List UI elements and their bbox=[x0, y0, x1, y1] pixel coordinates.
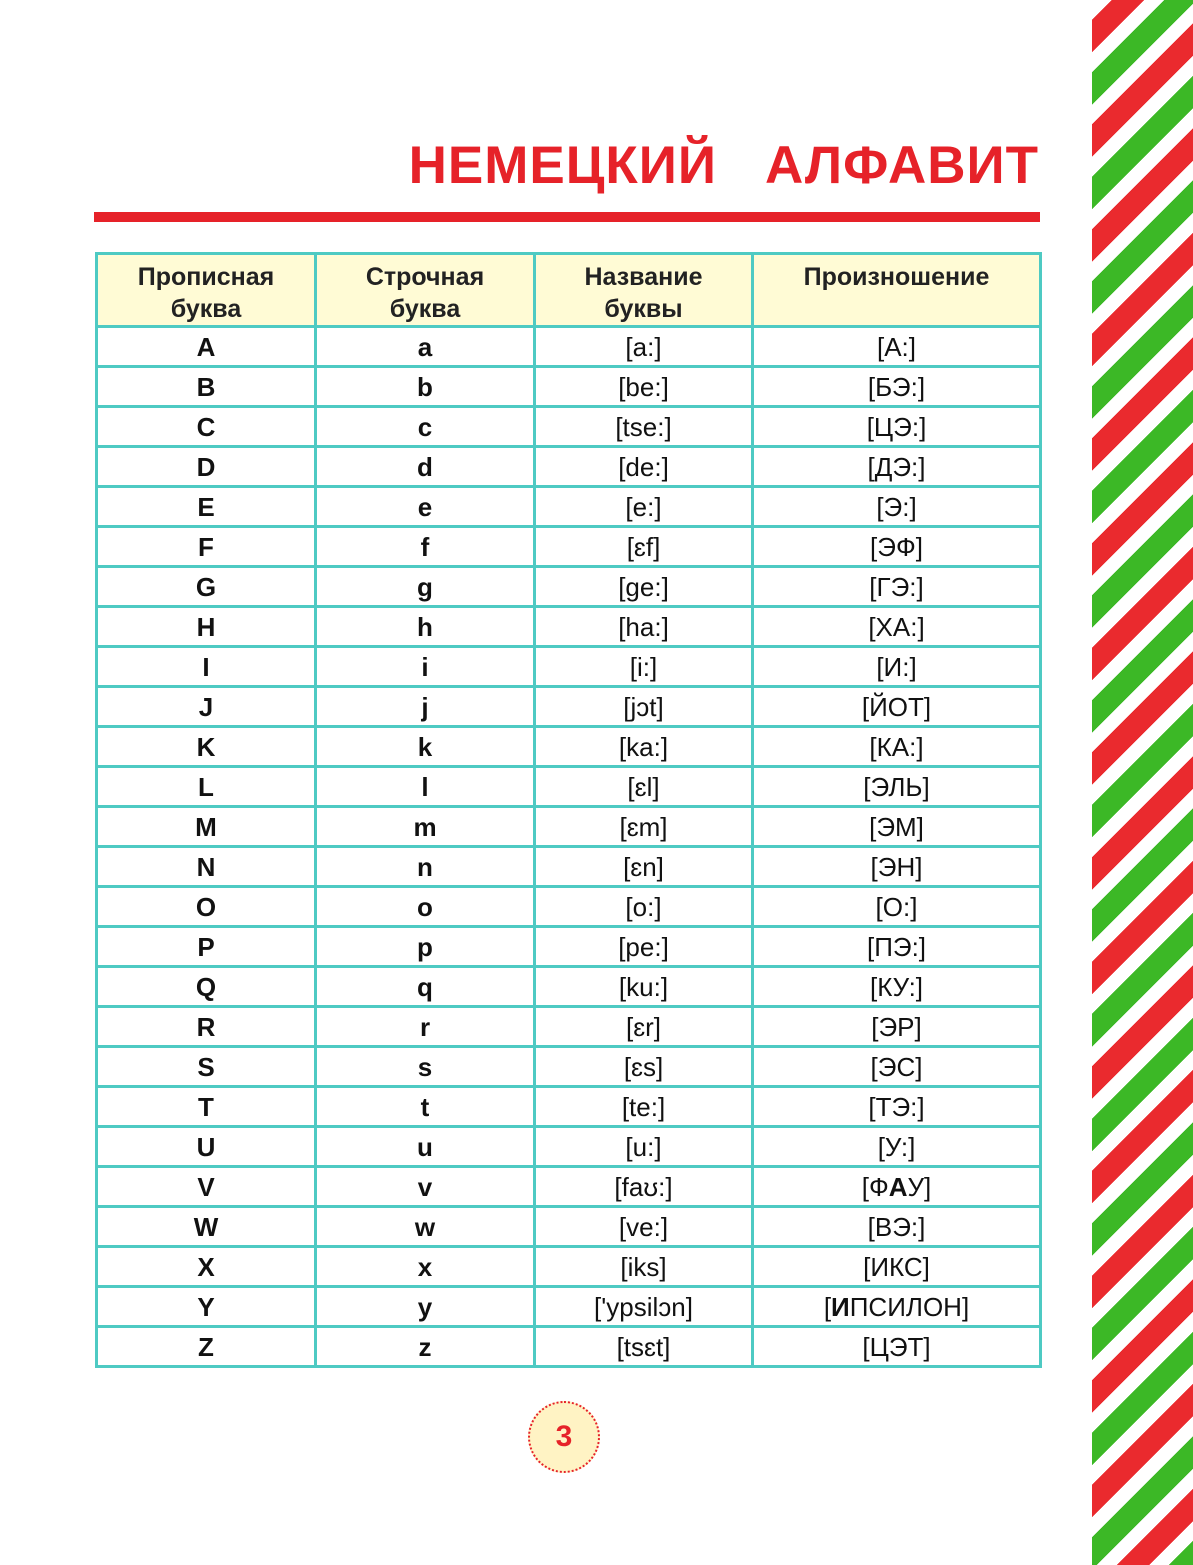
lowercase-letter: q bbox=[316, 967, 535, 1007]
lowercase-letter: u bbox=[316, 1127, 535, 1167]
uppercase-letter: D bbox=[97, 447, 316, 487]
uppercase-letter: L bbox=[97, 767, 316, 807]
letter-name: [ɛr] bbox=[535, 1007, 753, 1047]
uppercase-letter: N bbox=[97, 847, 316, 887]
letter-name: [pe:] bbox=[535, 927, 753, 967]
table-row bbox=[97, 1247, 1041, 1287]
table-row bbox=[97, 807, 1041, 847]
pronunciation bbox=[753, 1287, 1041, 1327]
uppercase-letter: M bbox=[97, 807, 316, 847]
lowercase-letter: c bbox=[316, 407, 535, 447]
pronunciation: [ПЭ:] bbox=[753, 927, 1041, 967]
table-row bbox=[97, 1327, 1041, 1367]
table-row bbox=[97, 727, 1041, 767]
letter-name: [ve:] bbox=[535, 1207, 753, 1247]
lowercase-letter: h bbox=[316, 607, 535, 647]
uppercase-letter: E bbox=[97, 487, 316, 527]
lowercase-letter: s bbox=[316, 1047, 535, 1087]
table-row bbox=[97, 527, 1041, 567]
letter-name: [iks] bbox=[535, 1247, 753, 1287]
lowercase-letter: n bbox=[316, 847, 535, 887]
pronunciation: [ХА:] bbox=[753, 607, 1041, 647]
table-row bbox=[97, 927, 1041, 967]
lowercase-letter: y bbox=[316, 1287, 535, 1327]
pronunciation: [ЦЭ:] bbox=[753, 407, 1041, 447]
pronunciation-part: ПСИЛОН] bbox=[849, 1291, 970, 1322]
lowercase-letter: i bbox=[316, 647, 535, 687]
pronunciation: [О:] bbox=[753, 887, 1041, 927]
lowercase-letter: o bbox=[316, 887, 535, 927]
title-underline bbox=[94, 212, 1040, 222]
table-row bbox=[97, 1287, 1041, 1327]
lowercase-letter: f bbox=[316, 527, 535, 567]
pronunciation-part: У] bbox=[907, 1171, 932, 1202]
table-row bbox=[97, 327, 1041, 367]
letter-name: [ge:] bbox=[535, 567, 753, 607]
pronunciation: [ТЭ:] bbox=[753, 1087, 1041, 1127]
pronunciation: [А:] bbox=[753, 327, 1041, 367]
letter-name: [be:] bbox=[535, 367, 753, 407]
uppercase-letter: Z bbox=[97, 1327, 316, 1367]
pronunciation: [ЭС] bbox=[753, 1047, 1041, 1087]
lowercase-letter: x bbox=[316, 1247, 535, 1287]
pronunciation: [ЭМ] bbox=[753, 807, 1041, 847]
uppercase-letter: T bbox=[97, 1087, 316, 1127]
uppercase-letter: Q bbox=[97, 967, 316, 1007]
uppercase-letter: R bbox=[97, 1007, 316, 1047]
pronunciation: [ЭН] bbox=[753, 847, 1041, 887]
uppercase-letter: A bbox=[97, 327, 316, 367]
table-row bbox=[97, 767, 1041, 807]
uppercase-letter: H bbox=[97, 607, 316, 647]
table-row bbox=[97, 687, 1041, 727]
page-number: 3 bbox=[555, 1420, 573, 1453]
pronunciation: [КА:] bbox=[753, 727, 1041, 767]
letter-name: [ɛm] bbox=[535, 807, 753, 847]
letter-name: [a:] bbox=[535, 327, 753, 367]
header-uppercase: Прописная буква bbox=[97, 254, 316, 327]
letter-name: [i:] bbox=[535, 647, 753, 687]
page-number-badge bbox=[528, 1401, 600, 1473]
uppercase-letter: I bbox=[97, 647, 316, 687]
table-row bbox=[97, 1207, 1041, 1247]
table-row bbox=[97, 1167, 1041, 1207]
letter-name: [ha:] bbox=[535, 607, 753, 647]
pronunciation: [ЭР] bbox=[753, 1007, 1041, 1047]
letter-name: [ɛn] bbox=[535, 847, 753, 887]
uppercase-letter: Y bbox=[97, 1287, 316, 1327]
lowercase-letter: m bbox=[316, 807, 535, 847]
lowercase-letter: e bbox=[316, 487, 535, 527]
letter-name: [tsɛt] bbox=[535, 1327, 753, 1367]
pronunciation-part: [ bbox=[823, 1291, 832, 1322]
table-row bbox=[97, 1087, 1041, 1127]
pronunciation: [ДЭ:] bbox=[753, 447, 1041, 487]
pronunciation: [У:] bbox=[753, 1127, 1041, 1167]
alphabet-table bbox=[95, 252, 1042, 1368]
table-row bbox=[97, 487, 1041, 527]
table-header-row bbox=[97, 254, 1041, 327]
letter-name: [jɔt] bbox=[535, 687, 753, 727]
pronunciation: [КУ:] bbox=[753, 967, 1041, 1007]
letter-name: [e:] bbox=[535, 487, 753, 527]
uppercase-letter: P bbox=[97, 927, 316, 967]
lowercase-letter: d bbox=[316, 447, 535, 487]
uppercase-letter: G bbox=[97, 567, 316, 607]
letter-name: [te:] bbox=[535, 1087, 753, 1127]
lowercase-letter: r bbox=[316, 1007, 535, 1047]
table-row bbox=[97, 887, 1041, 927]
letter-name: [ɛf] bbox=[535, 527, 753, 567]
pronunciation: [ЙОТ] bbox=[753, 687, 1041, 727]
uppercase-letter: K bbox=[97, 727, 316, 767]
pronunciation: [И:] bbox=[753, 647, 1041, 687]
table-row bbox=[97, 1007, 1041, 1047]
pronunciation: [ГЭ:] bbox=[753, 567, 1041, 607]
lowercase-letter: t bbox=[316, 1087, 535, 1127]
lowercase-letter: l bbox=[316, 767, 535, 807]
table-row bbox=[97, 447, 1041, 487]
title-word-1: НЕМЕЦКИЙ bbox=[408, 136, 717, 195]
uppercase-letter: B bbox=[97, 367, 316, 407]
letter-name: [ɛl] bbox=[535, 767, 753, 807]
lowercase-letter: v bbox=[316, 1167, 535, 1207]
lowercase-letter: j bbox=[316, 687, 535, 727]
uppercase-letter: J bbox=[97, 687, 316, 727]
table-row bbox=[97, 1047, 1041, 1087]
uppercase-letter: C bbox=[97, 407, 316, 447]
lowercase-letter: k bbox=[316, 727, 535, 767]
uppercase-letter: U bbox=[97, 1127, 316, 1167]
lowercase-letter: z bbox=[316, 1327, 535, 1367]
pronunciation: [БЭ:] bbox=[753, 367, 1041, 407]
uppercase-letter: F bbox=[97, 527, 316, 567]
letter-name: [ku:] bbox=[535, 967, 753, 1007]
lowercase-letter: a bbox=[316, 327, 535, 367]
letter-name: [faʊ:] bbox=[535, 1167, 753, 1207]
lowercase-letter: w bbox=[316, 1207, 535, 1247]
pronunciation-part: [Ф bbox=[861, 1171, 889, 1202]
pronunciation: [ВЭ:] bbox=[753, 1207, 1041, 1247]
pronunciation: [ЦЭТ] bbox=[753, 1327, 1041, 1367]
header-letter-name: Название буквы bbox=[535, 254, 753, 327]
lowercase-letter: p bbox=[316, 927, 535, 967]
pronunciation: [ЭЛЬ] bbox=[753, 767, 1041, 807]
letter-name: [tse:] bbox=[535, 407, 753, 447]
pronunciation: [ЭФ] bbox=[753, 527, 1041, 567]
page-title bbox=[95, 135, 1039, 197]
lowercase-letter: g bbox=[316, 567, 535, 607]
header-pronunciation: Произношение bbox=[753, 254, 1041, 327]
lowercase-letter: b bbox=[316, 367, 535, 407]
uppercase-letter: W bbox=[97, 1207, 316, 1247]
table-row bbox=[97, 367, 1041, 407]
pronunciation-part: А bbox=[888, 1171, 908, 1202]
table-row bbox=[97, 567, 1041, 607]
table-row bbox=[97, 607, 1041, 647]
pronunciation-part: И bbox=[831, 1291, 850, 1322]
table-row bbox=[97, 647, 1041, 687]
table-row bbox=[97, 1127, 1041, 1167]
uppercase-letter: O bbox=[97, 887, 316, 927]
pronunciation: [Э:] bbox=[753, 487, 1041, 527]
letter-name: [o:] bbox=[535, 887, 753, 927]
letter-name: [ka:] bbox=[535, 727, 753, 767]
pronunciation bbox=[753, 1167, 1041, 1207]
uppercase-letter: X bbox=[97, 1247, 316, 1287]
header-lowercase: Строчная буква bbox=[316, 254, 535, 327]
letter-name: [ɛs] bbox=[535, 1047, 753, 1087]
table-row bbox=[97, 847, 1041, 887]
pronunciation: [ИКС] bbox=[753, 1247, 1041, 1287]
letter-name: ['ypsilɔn] bbox=[535, 1287, 753, 1327]
uppercase-letter: S bbox=[97, 1047, 316, 1087]
table-row bbox=[97, 967, 1041, 1007]
letter-name: [u:] bbox=[535, 1127, 753, 1167]
title-word-2: АЛФАВИТ bbox=[764, 136, 1039, 195]
decorative-stripes bbox=[1092, 0, 1193, 1565]
table-row bbox=[97, 407, 1041, 447]
letter-name: [de:] bbox=[535, 447, 753, 487]
uppercase-letter: V bbox=[97, 1167, 316, 1207]
